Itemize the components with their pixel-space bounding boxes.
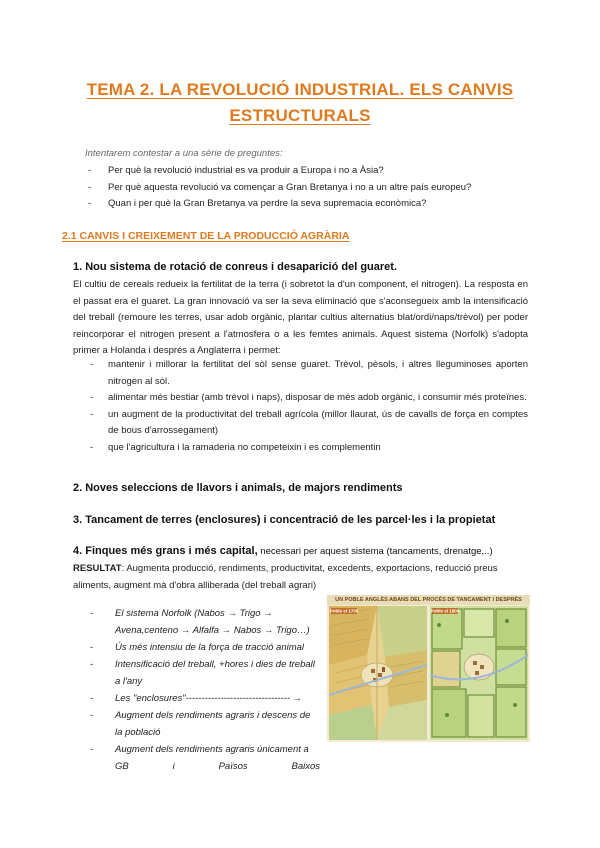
- list-item: - El sistema Norfolk (Nabos → Trigo → Avena,centeno → Alfalfa → Nabos → Trigo…): [90, 608, 310, 636]
- figure-caption: UN POBLE ANGLÈS ABANS DEL PROCÉS DE TANCAMENT I DESPRÉS: [335, 597, 522, 603]
- subsection-1-paragraph: El cultiu de cereals redueix la fertilitat de la terra (i sobretot la d'un component, el nitrogen). La resposta en el passat era el guaret. La gran innovació va ser la seva eliminació que s'aconsegueix amb la intensificació del treball (remoure les terres, usar adob orgànic, plantar cultius alternatius blat/ordi/naps/trèvol) per poder reincorporar el nitrogen present a l'atmosfera o a les femtes animals. Aquest sistema (Norfolk) s'adopta primer a Holanda i després a Anglaterra i permet:: [73, 279, 528, 357]
- village-1700-map: [329, 606, 427, 740]
- subsection-1-heading: 1. Nou sistema de rotació de conreus i desaparició del guaret.: [73, 261, 397, 273]
- result-text: RESULTAT: Augmenta producció, rendiments, productivitat, excedents, exportacions, reducció preus aliments, augment mà d'obra alliberada (del treball agrari): [73, 563, 498, 591]
- subsection-3-heading: 3. Tancament de terres (enclosures) i concentració de les parcel·les i la propietat: [73, 514, 496, 526]
- figure-right-tag: Poble el 1800: [430, 608, 460, 614]
- list-item: - Quan i per què la Gran Bretanya va perdre la seva supremacia econòmica?: [88, 198, 427, 209]
- list-item: - alimentar més bestiar (amb trèvol i naps), disposar de més adob orgànic, i consumir més proteïnes.: [90, 392, 527, 404]
- list-item: - Augment dels rendiments agraris únicament a GB i Països Baixos: [90, 744, 320, 772]
- document-title-line2: ESTRUCTURALS: [229, 106, 371, 125]
- list-item: - que l'agricultura i la ramaderia no competeixin i es complementin: [90, 441, 381, 453]
- questions-list: [88, 163, 471, 213]
- intro-text: Intentarem contestar a una sèrie de preguntes:: [85, 148, 283, 159]
- summary-list: [90, 605, 320, 775]
- subsection-4-heading: 4. Finques més grans i més capital, necessari per aquest sistema (tancaments, drenatge,..): [73, 545, 493, 557]
- list-item: - Ús més intensiu de la força de tracció animal: [90, 642, 305, 653]
- list-item: - Per què aquesta revolució va començar a Gran Bretanya i no a un altre país europeu?: [88, 181, 472, 193]
- document-title-line1: TEMA 2. LA REVOLUCIÓ INDUSTRIAL. ELS CANVIS: [86, 80, 514, 99]
- list-item: - Les "enclosures"--------------------------------- →: [90, 693, 303, 704]
- list-item: - un augment de la productivitat del treball agrícola (millor llaurat, ús de cavalls de força en comptes de bous d'arrossegament): [90, 408, 528, 437]
- enclosure-illustration: [327, 595, 530, 742]
- subsection-2-heading: 2. Noves seleccions de llavors i animals, de majors rendiments: [73, 482, 403, 494]
- list-item: - Per què la revolució industrial es va produir a Europa i no a Àsia?: [88, 165, 384, 176]
- list-item: - mantenir i millorar la fertilitat del sòl sense guaret. Trèvol, pèsols, i altres lleguminoses aporten nitrogen al sòl.: [90, 359, 528, 387]
- section-heading: 2.1 CANVIS I CREIXEMENT DE LA PRODUCCIÓ AGRÀRIA: [62, 230, 350, 242]
- village-1800-map: [430, 606, 528, 740]
- list-item: - Intensificació del treball, +hores i dies de treball a l'any: [90, 659, 315, 687]
- list-item: - Augment dels rendiments agraris i descens de la població: [90, 710, 311, 738]
- figure-left-tag: Poble el 1700: [329, 608, 359, 614]
- subsection-1-bullets: [90, 357, 528, 457]
